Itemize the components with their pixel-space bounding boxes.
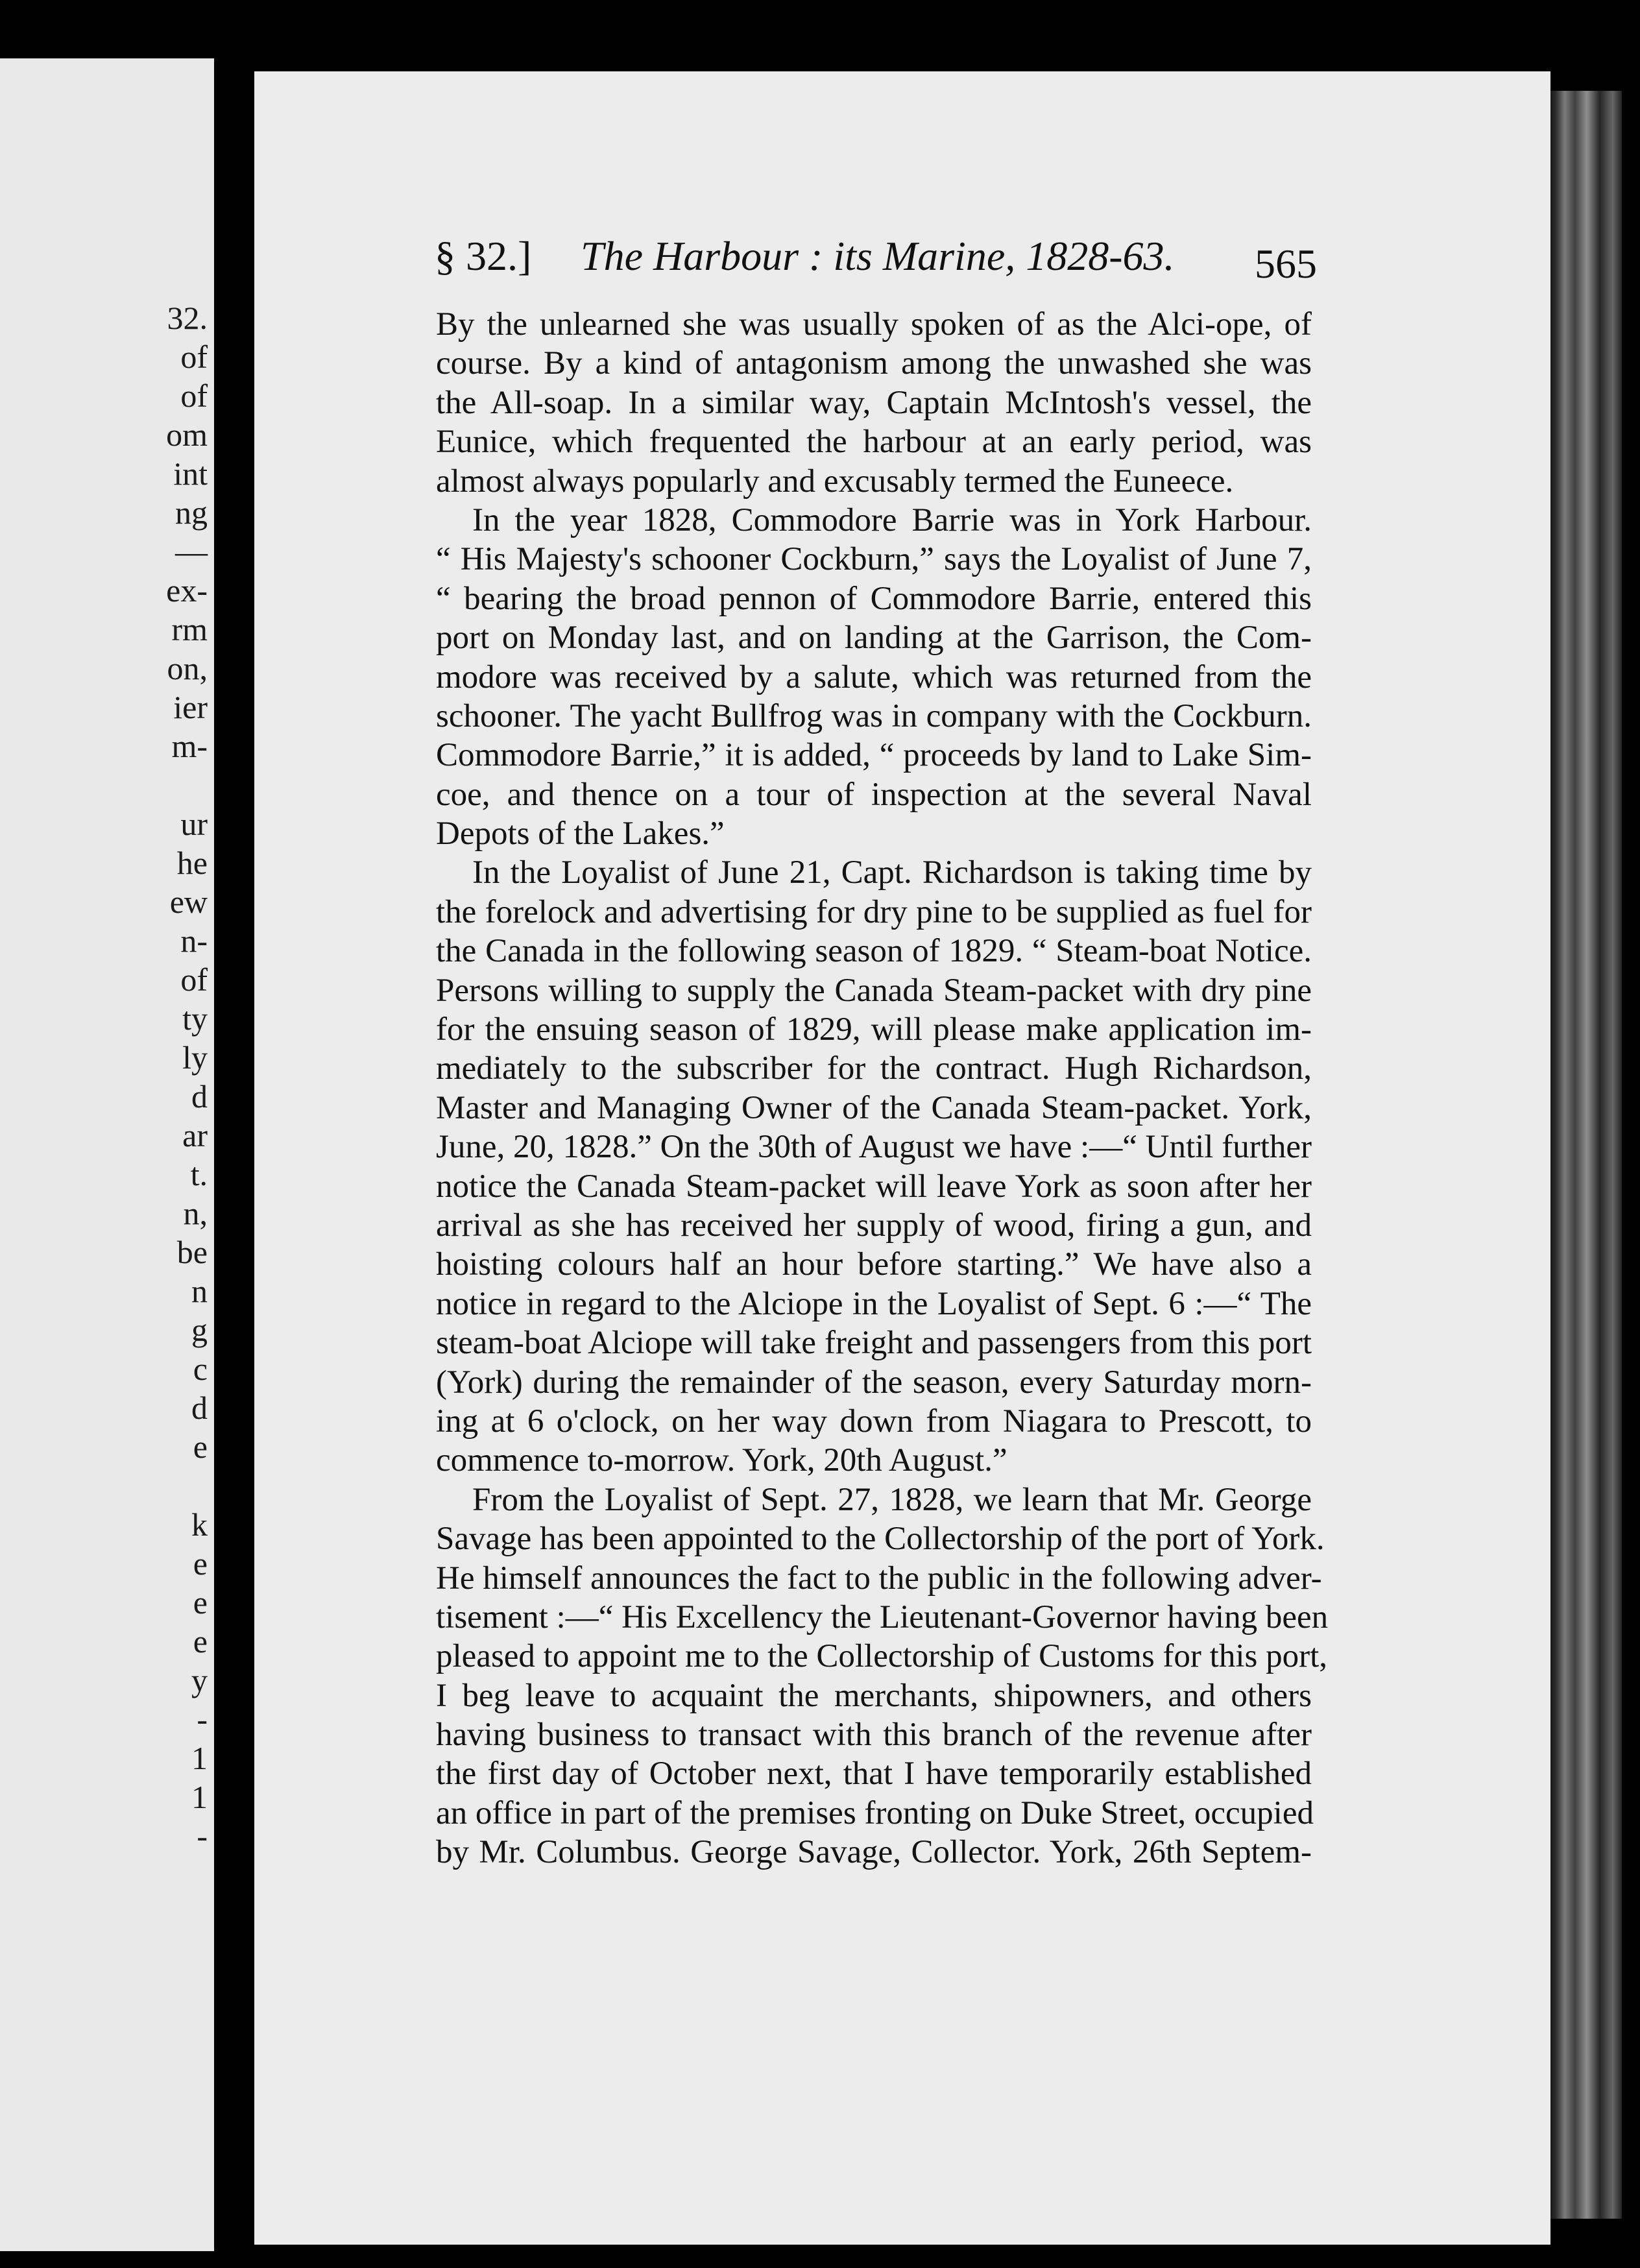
- text-line: an office in part of the premises fronting on Duke Street, occupied: [436, 1794, 1314, 1831]
- text-line: Persons willing to supply the Canada Steam-packet with dry pine: [436, 972, 1312, 1009]
- text-line: course. By a kind of antagonism among the unwashed she was: [436, 345, 1312, 382]
- section-number: § 32.]: [435, 233, 532, 279]
- previous-page-fragment: he: [176, 845, 208, 881]
- previous-page-fragment: y: [191, 1662, 208, 1698]
- running-title: The Harbour : its Marine, 1828-63.: [581, 233, 1175, 279]
- text-line: steam-boat Alciope will take freight and passengers from this port: [436, 1325, 1312, 1362]
- page-number: 565: [1255, 241, 1317, 287]
- previous-page-fragment: e: [193, 1429, 208, 1465]
- text-line: By the unlearned she was usually spoken of as the Alci-ope, of: [436, 306, 1312, 343]
- previous-page-edge: [0, 58, 214, 2251]
- previous-page-fragment: n-: [180, 923, 208, 959]
- previous-page-fragment: ly: [182, 1039, 208, 1076]
- text-line: the forelock and advertising for dry pine to be supplied as fuel for: [436, 893, 1312, 930]
- previous-page-fragment: on,: [167, 650, 208, 686]
- previous-page-fragment: [78, 766, 208, 804]
- previous-page-fragment: —: [175, 533, 208, 570]
- text-line: for the ensuing season of 1829, will please make application im-: [436, 1011, 1312, 1048]
- previous-page-fragment: 1: [191, 1779, 208, 1815]
- previous-page-fragment: c: [193, 1351, 208, 1387]
- text-line: mediately to the subscriber for the contract. Hugh Richardson,: [436, 1050, 1312, 1087]
- text-line: notice the Canada Steam-packet will leave York as soon after her: [436, 1168, 1312, 1205]
- previous-page-fragment: 1: [191, 1740, 208, 1776]
- text-line: Master and Managing Owner of the Canada Steam-packet. York,: [436, 1089, 1312, 1126]
- text-line: coe, and thence on a tour of inspection at the several Naval: [436, 776, 1312, 813]
- previous-page-text-fragments: [78, 298, 208, 1894]
- previous-page-fragment: ur: [180, 806, 208, 842]
- previous-page-fragment: be: [176, 1234, 208, 1270]
- previous-page-fragment: n: [191, 1273, 208, 1309]
- text-line: notice in regard to the Alciope in the Loyalist of Sept. 6 :—“ The: [436, 1285, 1312, 1322]
- text-line: commence to-morrow. York, 20th August.”: [436, 1442, 1007, 1479]
- previous-page-fragment: [78, 1855, 208, 1894]
- previous-page-fragment: ex-: [166, 572, 208, 609]
- text-line: He himself announces the fact to the public in the following adver-: [436, 1560, 1322, 1597]
- text-line: ing at 6 o'clock, on her way down from Niagara to Prescott, to: [436, 1403, 1312, 1440]
- text-line: the All-soap. In a similar way, Captain McIntosh's vessel, the: [436, 384, 1312, 421]
- page-edges: [1550, 91, 1622, 2219]
- text-line: Commodore Barrie,” it is added, “ proceeds by land to Lake Sim-: [436, 737, 1312, 774]
- previous-page-fragment: 32.: [167, 300, 208, 336]
- previous-page-fragment: ew: [169, 884, 208, 920]
- previous-page-fragment: ty: [182, 1000, 208, 1037]
- previous-page-fragment: e: [193, 1623, 208, 1659]
- previous-page-fragment: -: [197, 1701, 208, 1737]
- previous-page-fragment: d: [191, 1390, 208, 1426]
- text-line: June, 20, 1828.” On the 30th of August we have :—“ Until further: [436, 1129, 1312, 1166]
- text-line: Eunice, which frequented the harbour at an early period, was: [436, 424, 1312, 461]
- previous-page-fragment: e: [193, 1584, 208, 1621]
- text-line: Savage has been appointed to the Collectorship of the port of York.: [436, 1521, 1325, 1558]
- previous-page-fragment: of: [180, 378, 208, 414]
- previous-page-fragment: e: [193, 1545, 208, 1582]
- text-line: “ bearing the broad pennon of Commodore Barrie, entered this: [436, 580, 1312, 617]
- previous-page-fragment: d: [191, 1078, 208, 1115]
- text-line: pleased to appoint me to the Collectorship of Customs for this port,: [436, 1638, 1327, 1675]
- previous-page-fragment: k: [191, 1506, 208, 1543]
- text-line: tisement :—“ His Excellency the Lieutenant-Governor having been: [436, 1598, 1329, 1635]
- previous-page-fragment: of: [180, 961, 208, 998]
- previous-page-fragment: rm: [171, 611, 208, 647]
- text-line: almost always popularly and excusably termed the Euneece.: [436, 463, 1234, 500]
- previous-page-fragment: [78, 1466, 208, 1505]
- previous-page-fragment: int: [173, 455, 208, 492]
- text-line: by Mr. Columbus. George Savage, Collector. York, 26th Septem-: [436, 1834, 1312, 1871]
- previous-page-fragment: ier: [173, 689, 208, 725]
- text-line: (York) during the remainder of the season, every Saturday morn-: [436, 1364, 1312, 1401]
- text-line: arrival as she has received her supply of wood, firing a gun, and: [436, 1207, 1312, 1244]
- text-line: hoisting colours half an hour before starting.” We have also a: [436, 1246, 1312, 1283]
- text-line: “ His Majesty's schooner Cockburn,” says the Loyalist of June 7,: [436, 541, 1312, 578]
- previous-page-fragment: ng: [175, 494, 208, 531]
- previous-page-fragment: t.: [190, 1156, 208, 1192]
- previous-page-fragment: -: [197, 1818, 208, 1854]
- previous-page-fragment: of: [180, 339, 208, 375]
- previous-page-fragment: g: [191, 1312, 208, 1348]
- text-line: the Canada in the following season of 1829. “ Steam-boat Notice.: [436, 933, 1312, 970]
- previous-page-fragment: m-: [171, 728, 208, 764]
- previous-page-fragment: ar: [182, 1117, 208, 1153]
- previous-page-fragment: n,: [183, 1195, 208, 1231]
- text-line: the first day of October next, that I have temporarily established: [436, 1755, 1312, 1792]
- text-line: From the Loyalist of Sept. 27, 1828, we learn that Mr. George: [472, 1481, 1312, 1518]
- text-line: having business to transact with this branch of the revenue after: [436, 1717, 1312, 1754]
- text-line: schooner. The yacht Bullfrog was in company with the Cockburn.: [436, 697, 1312, 734]
- text-line: In the year 1828, Commodore Barrie was in York Harbour.: [472, 501, 1312, 538]
- body-text: [436, 305, 1329, 1872]
- previous-page-fragment: om: [166, 416, 208, 453]
- text-line: Depots of the Lakes.”: [436, 815, 725, 852]
- running-head: [435, 226, 1317, 291]
- text-line: modore was received by a salute, which was returned from the: [436, 658, 1312, 695]
- text-line: I beg leave to acquaint the merchants, shipowners, and others: [436, 1677, 1312, 1714]
- text-line: In the Loyalist of June 21, Capt. Richardson is taking time by: [472, 854, 1312, 891]
- text-line: port on Monday last, and on landing at the Garrison, the Com-: [436, 620, 1312, 657]
